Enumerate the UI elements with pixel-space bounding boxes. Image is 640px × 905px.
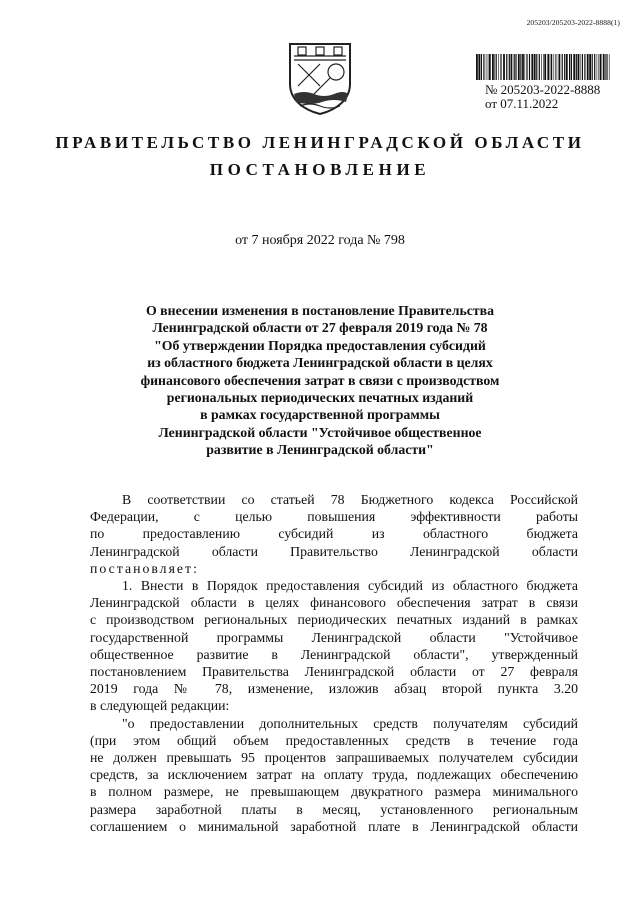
body-line: по предоставлению субсидий из областного бюджета bbox=[90, 526, 578, 542]
registration-block bbox=[485, 83, 600, 111]
body-line: общественное развитие в Ленинградской области", утвержденный bbox=[90, 646, 578, 662]
title-line: из областного бюджета Ленинградской области в целях bbox=[147, 355, 493, 371]
body-line: в следующей редакции: bbox=[90, 698, 230, 714]
decree-title bbox=[120, 302, 520, 459]
body-line: средств, за исключением затрат на оплату труда, подлежащих обеспечению bbox=[90, 767, 578, 783]
title-line: в рамках государственной программы bbox=[200, 407, 440, 423]
body-line: Федерации, с целью повышения эффективности работы bbox=[90, 509, 578, 525]
decree-body bbox=[90, 491, 578, 835]
barcode-image bbox=[476, 54, 612, 80]
body-line: Ленинградской области Правительство Ленинградской области bbox=[90, 543, 578, 559]
body-line: Ленинградской области в целях финансового обеспечения затрат в связи bbox=[90, 595, 578, 611]
body-line: 2019 года № 78, изменение, изложив абзац второй пункта 3.20 bbox=[90, 681, 578, 697]
decree-date: от 7 ноября 2022 года № 798 bbox=[235, 233, 405, 248]
body-line: 1. Внести в Порядок предоставления субсидий из областного бюджета bbox=[122, 578, 578, 594]
title-line: Ленинградской области "Устойчивое общественное bbox=[158, 424, 482, 440]
issuer-heading: ПРАВИТЕЛЬСТВО ЛЕНИНГРАДСКОЙ ОБЛАСТИ bbox=[55, 133, 585, 152]
body-line: государственной программы Ленинградской области "Устойчивое bbox=[90, 629, 578, 645]
title-line: О внесении изменения в постановление Правительства bbox=[145, 303, 494, 318]
title-line: развитие в Ленинградской области" bbox=[206, 442, 434, 458]
body-line: "о предоставлении дополнительных средств получателям субсидий bbox=[122, 715, 578, 731]
title-line: финансового обеспечения затрат в связи с производством bbox=[140, 372, 500, 388]
coat-of-arms-icon bbox=[284, 38, 356, 116]
registration-number: № 205203-2022-8888 bbox=[485, 82, 601, 97]
body-line: постановлением Правительства Ленинградской области от 27 февраля bbox=[90, 664, 578, 680]
document-type-heading: ПОСТАНОВЛЕНИЕ bbox=[209, 160, 431, 179]
body-line: не должен превышать 95 процентов запрашиваемых получателем субсидии bbox=[90, 750, 578, 766]
body-line: постановляет: bbox=[90, 560, 199, 576]
body-line: (при этом общий объем предоставленных средств в течение года bbox=[90, 732, 578, 748]
document-barcode-label: 205203/205203-2022-8888(1) bbox=[526, 18, 620, 27]
body-line: в полном размере, не превышающем двукратного размера минимального bbox=[90, 784, 578, 800]
body-line: соглашением о минимальной заработной плате в Ленинградской области bbox=[90, 818, 578, 834]
title-line: Ленинградской области от 27 февраля 2019 года № 78 bbox=[152, 320, 488, 336]
title-line: "Об утверждении Порядка предоставления субсидий bbox=[154, 337, 486, 353]
body-line: В соответствии со статьей 78 Бюджетного кодекса Российской bbox=[122, 492, 578, 507]
body-line: размера заработной платы в месяц, установленного региональным bbox=[90, 801, 578, 817]
body-line: с производством региональных периодических печатных изданий в рамках bbox=[90, 612, 578, 628]
title-line: региональных периодических печатных изданий bbox=[166, 390, 474, 406]
registration-date: от 07.11.2022 bbox=[485, 96, 559, 111]
